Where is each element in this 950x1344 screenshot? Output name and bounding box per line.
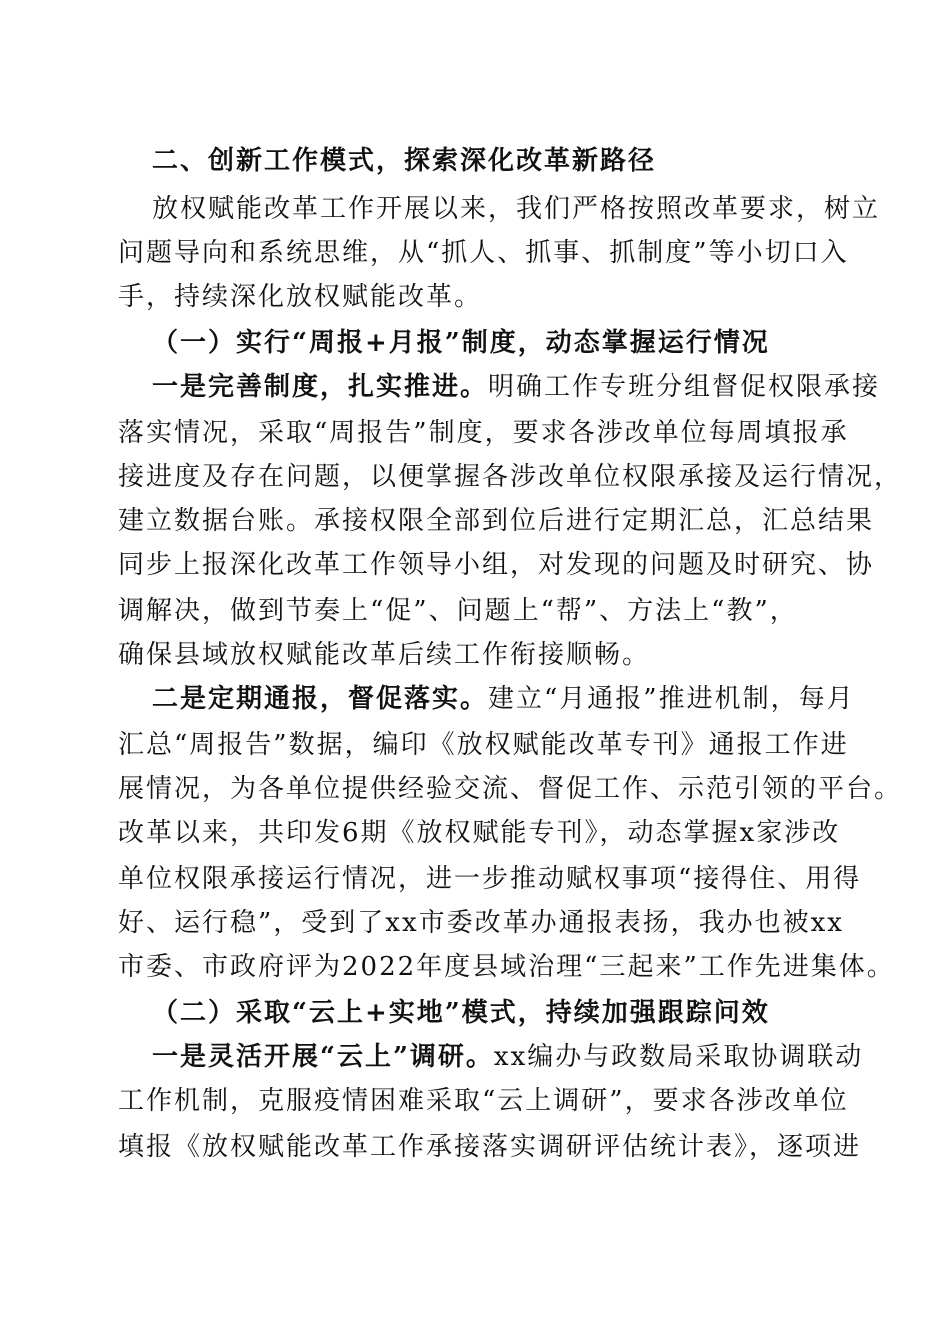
intro-line: 放权赋能改革工作开展以来，我们严格按照改革要求，树立 [152,194,881,224]
paragraph-lead: 一是灵活开展“云上”调研。 [152,1042,494,1072]
paragraph-first-line [152,1034,912,1080]
paragraph-lead: 二是定期通报，督促落实。 [152,684,489,714]
paragraph-line: 接进度及存在问题，以便掌握各涉改单位权限承接及运行情况， [118,462,903,492]
paragraph-line: 市委、市政府评为2022年度县域治理“三起来”工作先进集体。 [118,952,895,982]
paragraph-text: 建立“月通报”推进机制，每月 [488,684,855,714]
paragraph-text: 明确工作专班分组督促权限承接 [488,372,881,402]
paragraph-line: 改革以来，共印发6期《放权赋能专刊》，动态掌握x家涉改 [118,818,841,848]
paragraph-first-line [152,676,912,722]
paragraph-first-line [152,364,912,410]
paragraph-line: 建立数据台账。承接权限全部到位后进行定期汇总，汇总结果 [118,506,875,536]
paragraph-line: 工作机制，克服疫情困难采取“云上调研”，要求各涉改单位 [118,1086,849,1116]
subsection-heading: （二）采取“云上+实地”模式，持续加强跟踪问效 [152,998,770,1028]
paragraph-line: 汇总“周报告”数据，编印《放权赋能改革专刊》通报工作进 [118,730,849,760]
paragraph-line: 填报《放权赋能改革工作承接落实调研评估统计表》，逐项进 [118,1132,862,1162]
paragraph-line: 同步上报深化改革工作领导小组，对发现的问题及时研究、协 [118,550,875,580]
paragraph-line: 确保县域放权赋能改革后续工作衔接顺畅。 [118,640,651,670]
paragraph-line: 落实情况，采取“周报告”制度，要求各涉改单位每周填报承 [118,418,849,448]
paragraph-line: 单位权限承接运行情况，进一步推动赋权事项“接得住、用得 [118,864,862,894]
intro-line: 问题导向和系统思维，从“抓人、抓事、抓制度”等小切口入 [118,238,849,268]
paragraph-line: 展情况，为各单位提供经验交流、督促工作、示范引领的平台。 [118,774,903,804]
subsection-heading: （一）实行“周报+月报”制度，动态掌握运行情况 [152,328,770,358]
paragraph-lead: 一是完善制度，扎实推进。 [152,372,489,402]
section-heading: 二、创新工作模式，探索深化改革新路径 [152,146,657,176]
intro-line: 手，持续深化放权赋能改革。 [118,282,483,312]
paragraph-line: 好、运行稳”，受到了xx市委改革办通报表扬，我办也被xx [118,908,844,938]
paragraph-text: xx编办与政数局采取协调联动 [493,1042,864,1072]
paragraph-line: 调解决，做到节奏上“促”、问题上“帮”、方法上“教”， [118,596,798,626]
